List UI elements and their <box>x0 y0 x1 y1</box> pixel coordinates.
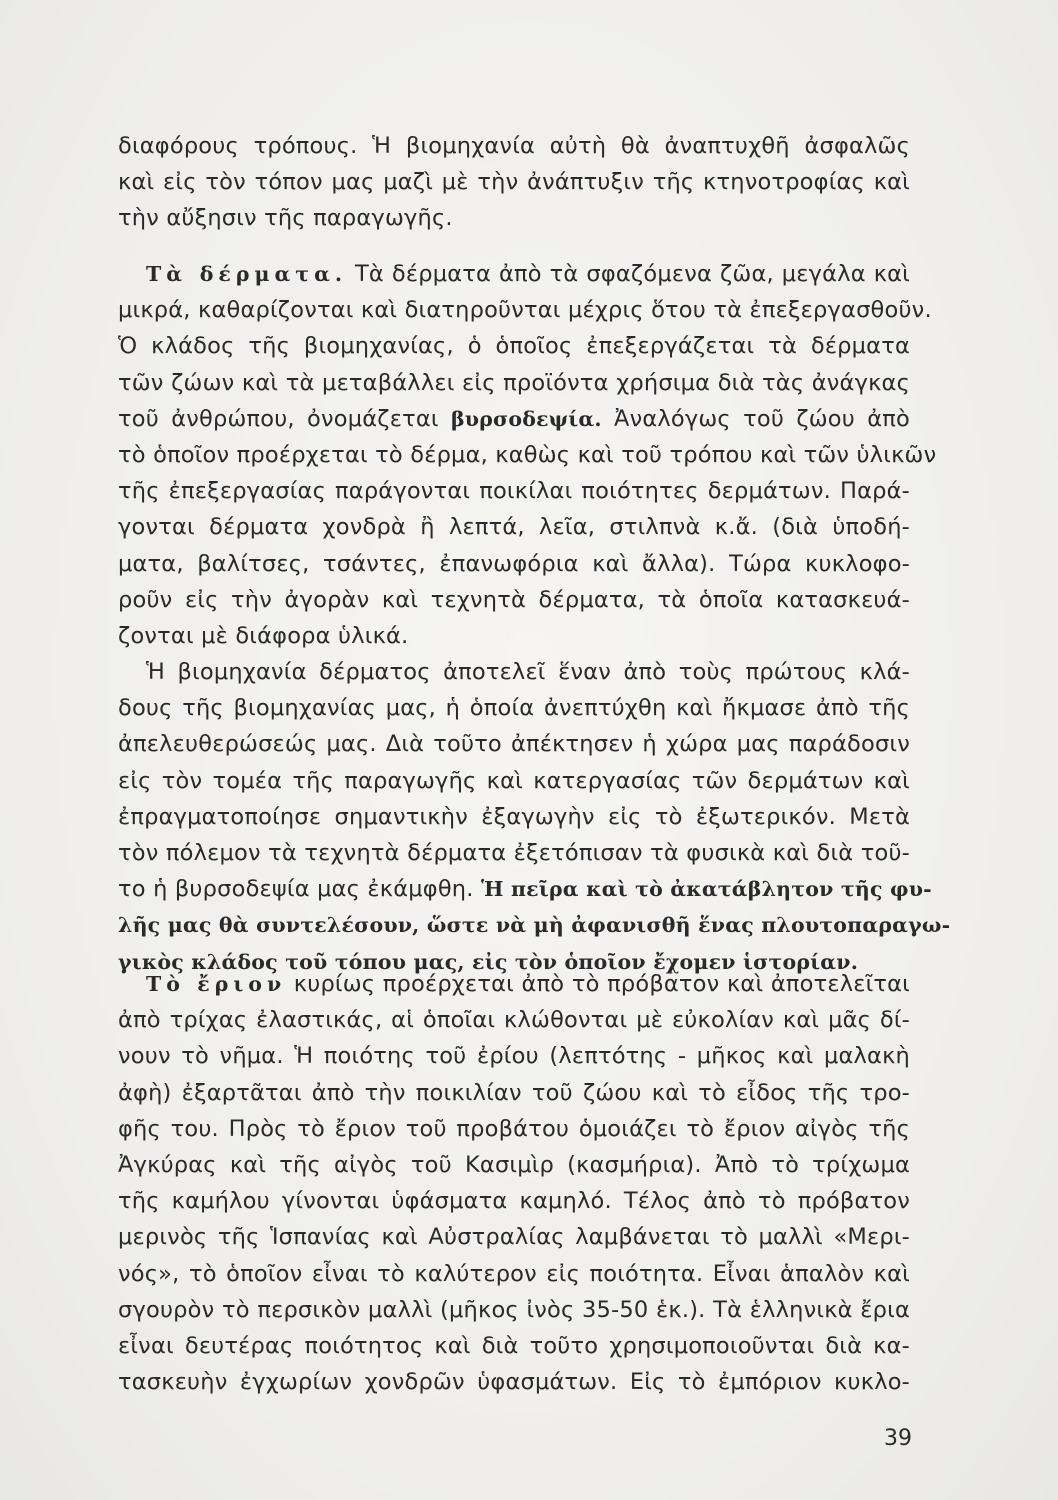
text-line: νουν τὸ νῆμα. Ἡ ποιότης τοῦ ἐρίου (λεπτότης - μῆκος καὶ μαλακὴ <box>118 1043 910 1070</box>
text-line: ματα, βαλίτσες, τσάντες, ἐπανωφόρια καὶ ἄλλα). Τώρα κυκλοφο- <box>118 550 910 577</box>
text-line: δους τῆς βιομηχανίας μας, ἡ ὁποία ἀνεπτύχθη καὶ ἤκμασε ἀπὸ τῆς <box>118 695 910 722</box>
text-line <box>118 871 932 907</box>
text-fragment: τοῦ ἀνθρώπου, ὀνομάζεται <box>118 405 451 432</box>
text-line: εἰς τὸν τομέα τῆς παραγωγῆς καὶ κατεργασίας τῶν δερμάτων καὶ <box>118 767 910 794</box>
text-line: τῆς καμήλου γίνονται ὑφάσματα καμηλό. Τέλος ἀπὸ τὸ πρόβατον <box>118 1188 910 1215</box>
text-line: καὶ εἰς τὸν τόπον μας μαζὶ μὲ τὴν ἀνάπτυξιν τῆς κτηνοτροφίας καὶ <box>118 169 910 196</box>
text-line: ἀπὸ τρίχας ἐλαστικάς, αἱ ὁποῖαι κλώθονται μὲ εὐκολίαν καὶ μᾶς δί- <box>118 1007 910 1034</box>
text-line: Ὁ κλάδος τῆς βιομηχανίας, ὁ ὁποῖος ἐπεξεργάζεται τὰ δέρματα <box>118 333 910 360</box>
text-line <box>118 401 910 437</box>
term-tanning: βυρσοδεψία. <box>450 406 602 431</box>
section-heading-hides: Τὰ δέρματα. <box>146 262 348 286</box>
text-line: Ἡ βιομηχανία δέρματος ἀποτελεῖ ἕναν ἀπὸ τοὺς πρώτους κλά- <box>146 659 910 686</box>
text-line: τῆς ἐπεξεργασίας παράγονται ποικίλαι ποιότητες δερμάτων. Παρά- <box>118 478 910 505</box>
text-line: μερινὸς τῆς Ἱσπανίας καὶ Αὐστραλίας λαμβάνεται τὸ μαλλὶ «Μερι- <box>118 1224 910 1251</box>
text-fragment: κυρίως προέρχεται ἀπὸ τὸ πρόβατον καὶ ἀποτελεῖται <box>286 971 910 997</box>
intro-paragraph <box>118 128 910 237</box>
text-line: ἀφὴ) ἐξαρτᾶται ἀπὸ τὴν ποικιλίαν τοῦ ζώου καὶ τὸ εἶδος τῆς τρο- <box>118 1079 910 1106</box>
emphasis-line: γικὸς κλάδος τοῦ τόπου μας, εἰς τὸν ὁποῖον ἔχομεν ἱστορίαν. <box>118 949 859 974</box>
section-heading-wool: Τὸ ἔριον <box>146 972 287 996</box>
text-line <box>118 256 910 292</box>
text-line: ἐπραγματοποίησε σημαντικὴν ἐξαγωγὴν εἰς τὸ ἐξωτερικόν. Μετὰ <box>118 803 910 830</box>
text-line: φῆς του. Πρὸς τὸ ἔριον τοῦ προβάτου ὁμοιάζει τὸ ἔριον αἰγὸς τῆς <box>118 1115 910 1142</box>
text-fragment: Ἀναλόγως τοῦ ζώου ἀπὸ <box>601 405 910 432</box>
text-line: νός», τὸ ὁποῖον εἶναι τὸ καλύτερον εἰς ποιότητα. Εἶναι ἁπαλὸν καὶ <box>118 1260 910 1287</box>
text-line: τῶν ζώων καὶ τὰ μεταβάλλει εἰς προϊόντα χρήσιμα διὰ τὰς ἀνάγκας <box>118 369 910 396</box>
text-line: εἶναι δευτέρας ποιότητος καὶ διὰ τοῦτο χρησιμοποιοῦνται διὰ κα- <box>118 1332 910 1359</box>
text-line: σγουρὸν τὸ περσικὸν μαλλὶ (μῆκος ἰνὸς 35-50 ἑκ.). Τὰ ἑλληνικὰ ἔρια <box>118 1296 910 1323</box>
wool-section <box>118 966 910 1400</box>
hides-section <box>118 256 951 980</box>
text-line: τὸ ὁποῖον προέρχεται τὸ δέρμα, καθὼς καὶ τοῦ τρόπου καὶ τῶν ὑλικῶν <box>118 441 937 468</box>
text-line: ἀπελευθερώσεώς μας. Διὰ τοῦτο ἀπέκτησεν ἡ χώρα μας παράδοσιν <box>118 731 910 758</box>
text-line: τὴν αὔξησιν τῆς παραγωγῆς. <box>118 205 453 232</box>
text-line: διαφόρους τρόπους. Ἡ βιομηχανία αὐτὴ θὰ ἀναπτυχθῆ ἀσφαλῶς <box>118 133 910 159</box>
text-fragment: Τὰ δέρματα ἀπὸ τὰ σφαζόμενα ζῶα, μεγάλα καὶ <box>347 261 910 287</box>
text-line: Ἀγκύρας καὶ τῆς αἰγὸς τοῦ Κασιμὶρ (κασμήρια). Ἀπὸ τὸ τρίχωμα <box>118 1151 910 1178</box>
emphasis-line: λῆς μας θὰ συντελέσουν, ὥστε νὰ μὴ ἀφανισθῆ ἕνας πλουτοπαραγω- <box>118 913 951 938</box>
text-line: τασκευὴν ἐγχωρίων χονδρῶν ὑφασμάτων. Εἰς τὸ ἐμπόριον κυκλο- <box>118 1369 910 1396</box>
emphasis-text: Ἡ πεῖρα καὶ τὸ ἀκατάβλητον τῆς φυ- <box>480 877 932 902</box>
text-line: ζονται μὲ διάφορα ὑλικά. <box>118 622 409 649</box>
text-fragment: το ἡ βυρσοδεψία μας ἐκάμφθη. <box>118 876 481 903</box>
text-line <box>118 966 910 1002</box>
text-line: μικρά, καθαρίζονται καὶ διατηροῦνται μέχρις ὅτου τὰ ἐπεξεργασθοῦν. <box>118 297 932 324</box>
text-line: γονται δέρματα χονδρὰ ἢ λεπτά, λεῖα, στιλπνὰ κ.ἄ. (διὰ ὑποδή- <box>118 514 910 541</box>
page-number: 39 <box>884 1426 912 1451</box>
text-line: ροῦν εἰς τὴν ἀγορὰν καὶ τεχνητὰ δέρματα, τὰ ὁποῖα κατασκευά- <box>118 586 910 613</box>
text-line: τὸν πόλεμον τὰ τεχνητὰ δέρματα ἐξετόπισαν τὰ φυσικὰ καὶ διὰ τοῦ- <box>118 840 910 866</box>
